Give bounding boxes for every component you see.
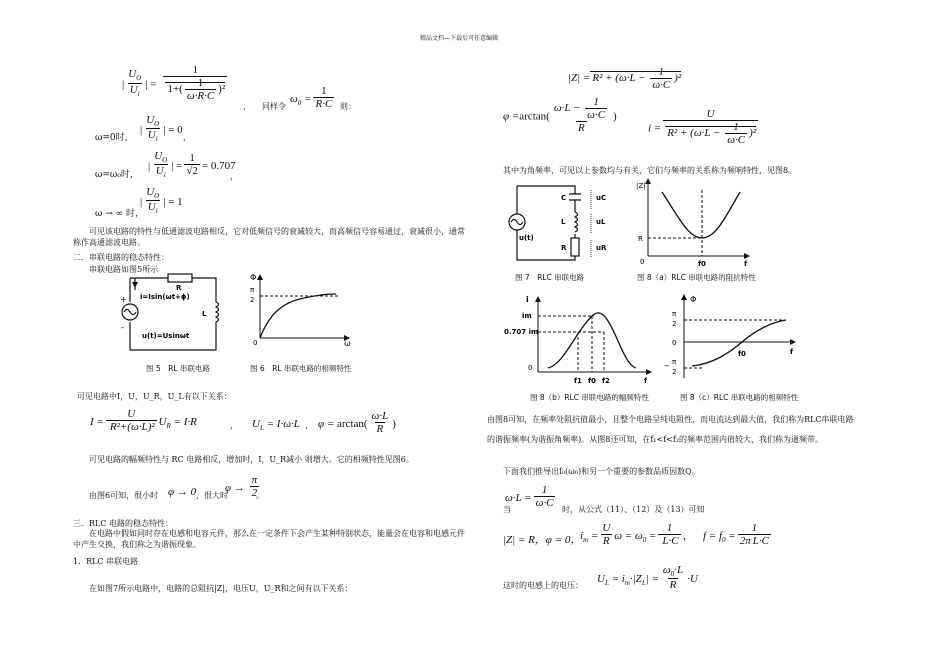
- phi-rl-formula: φ = arctan( $\frac{\omega\cdot L}{R}$ ): [318, 410, 396, 435]
- gain-comma: ，: [243, 102, 251, 111]
- rl-amplitude-paragraph: 可见电路的幅频特性与 RC 电路相反，增加时，I，U_R减小 则增大。它的相频特性见图6。: [89, 455, 414, 464]
- page-header: 精品文档---下载后可任意编辑: [420, 35, 499, 42]
- fig8a-f-label: f: [744, 260, 748, 268]
- current-formula: I = $\frac{U}{\text{R²+(ω·L)²}}$ $U_R = I\cdot R$: [90, 408, 197, 433]
- fig5-i-label: i=Isin(ωt+ϕ): [140, 293, 190, 301]
- fig8a-f0-label: f0: [698, 260, 706, 268]
- current-rlc-formula: i = U R² + (ω·L − $\frac{1}{\omega\cdot C}$ )²: [648, 108, 757, 146]
- fig8b-f-label: f: [644, 377, 648, 385]
- fig8b-f2-label: f2: [602, 377, 610, 385]
- case2-tail: ，: [230, 172, 238, 181]
- case1-tail: ，: [183, 133, 191, 142]
- case-omega0-value: | $\frac{U_O}{U_i}$ | = $\frac{1}{√2}$ = 0.707: [148, 150, 236, 180]
- fig6-two-label: 2: [250, 296, 255, 304]
- inductor-voltage-intro: 这时的电感上的电压：: [503, 581, 583, 590]
- fig8c-f0-label: f0: [738, 350, 746, 358]
- fig8b-im-label: im: [522, 312, 532, 320]
- case-infinite-value: | $\frac{U_O}{U_i}$ | = 1: [140, 186, 183, 216]
- ul-formula: $U_L = I\cdot\omega\cdot L$: [252, 418, 300, 433]
- section-2-heading: 二．串联电路的稳态特性：: [73, 253, 169, 262]
- inductor-voltage-formula: $U_L = i_m\cdot|Z_L|$ = $\frac{\omega_0\cdot L}{R}$ ·U: [597, 564, 698, 592]
- fig5-caption: 图 5 RL 串联电路: [146, 364, 210, 373]
- fig8a-caption: 图 8（a）RLC 串联电路的阻抗特性: [637, 273, 756, 282]
- resonance-f0: $f = f_0$ = $\frac{1}{\text{2π L·C}}$: [703, 522, 769, 547]
- fig6-omega-label: ω: [344, 339, 351, 348]
- fig7-uc-label: uC: [596, 194, 607, 202]
- fig8b-i-label: i: [526, 295, 529, 304]
- fig8c-zero-label: 0: [672, 339, 677, 347]
- relation-intro: 可见电路中I，U，U_R，U_L有以下关系：: [77, 392, 232, 401]
- fig5-l-label: L: [202, 310, 207, 318]
- fig5-r-label: R: [176, 284, 182, 292]
- rlc-series-heading: 1．RLC 串联电路: [73, 557, 139, 566]
- fig8b-zero-label: 0: [528, 364, 533, 372]
- fig6-phi-label: Φ: [250, 273, 257, 282]
- impedance-formula: |Z| = R² + (ω·L − $\frac{1}{\omega\cdot C}$ )²: [568, 66, 682, 91]
- fig8b-f1-label: f1: [574, 377, 582, 385]
- fig8c-pi-label: π: [672, 310, 677, 318]
- fig7-ur-label: uR: [596, 244, 607, 252]
- fig7-ul-label: uL: [596, 218, 606, 226]
- fig6-conclusion-c: ，很大时: [196, 491, 228, 500]
- fig6-rl-phase-plot: [244, 272, 356, 348]
- case-infinite: ω → ∞ 时，: [95, 209, 144, 219]
- fig7-u-label: u(t): [519, 234, 534, 242]
- case-omega-zero-value: | $\frac{U_O}{U_i}$ | = 0: [140, 114, 183, 144]
- phi-to-halfpi: φ → $\frac{\pi}{2}$: [225, 474, 258, 499]
- frequency-response-paragraph: 其中为角频率，可见以上参数均与有关，它们与频率的关系称为频响特性，见图8。: [503, 166, 797, 175]
- fig5-u-label: u(t)=Usinωt: [142, 332, 190, 340]
- fig8a-impedance-plot: [634, 176, 754, 268]
- fig8b-caption: 图 8（b）RLC 串联电路的幅频特性: [530, 393, 649, 402]
- fig6-conclusion-a: 由图6可知，很小时: [89, 491, 159, 500]
- phase-formula: φ =arctan( ω·L − $\frac{1}{\omega\cdot C}$ R ): [503, 96, 617, 134]
- comma-2: ，: [305, 421, 313, 430]
- case-omega-zero: ω=0时，: [95, 133, 134, 143]
- fig8a-z-label: |Z|: [636, 182, 646, 190]
- fig7-caption: 图 7 RLC 串联电路: [515, 273, 585, 282]
- derivation-intro: 下面我们推导出f₀(ω₀)和另一个重要的参数品质因数Q。: [503, 467, 700, 476]
- fig7-c-label: C: [561, 194, 567, 202]
- fig7-r-label: R: [561, 244, 567, 252]
- fig8c-f-label: f: [790, 348, 794, 356]
- resonance-paragraph: 在电路中假如同时存在电感和电容元件，那么在一定条件下会产生某种特别状态，能量会在电容和电感元件中产生交换，我们称之为谐振现象。: [73, 529, 465, 549]
- fig5-rl-circuit: [118, 272, 223, 356]
- condition-tail: 时，从公式（11）、（12）及（13）可知: [562, 505, 705, 514]
- resonance-frequency-paragraph: 由图8可知，在频率处阻抗值最小，且整个电路呈纯电阻性，而电流达到最大值，我们称为RLC串联电路的谐振频率(为谐振角频率)。从图8还可知，在f₁<f<f₂的频率范围内值较大，我们称为通频带。: [487, 415, 854, 444]
- rlc-relation-intro: 在如图7所示电路中，电路的总阻抗|Z|，电压U，U_R和之间有以下关系：: [89, 584, 353, 593]
- fig5-plus: +: [120, 295, 127, 304]
- resonance-condition: ω·L = $\frac{1}{\omega\cdot C}$: [505, 484, 554, 509]
- then-text: 则：: [340, 102, 356, 111]
- fig6-caption: 图 6 RL 串联电路的相频特性: [250, 364, 352, 373]
- resonance-z-phi: |Z| = R，φ = 0，: [503, 534, 582, 546]
- fig8c-neg-pi-label: π: [672, 358, 677, 366]
- fig8c-neg-sign: −: [664, 362, 670, 370]
- fig8b-f0-label: f0: [588, 377, 596, 385]
- fig7-rlc-circuit: [505, 178, 615, 266]
- section-2-sub: 串联电路如图5所示: [89, 265, 159, 274]
- comma-1: ，: [230, 421, 238, 430]
- fig7-l-label: L: [561, 218, 566, 226]
- fig5-minus: -: [121, 323, 124, 332]
- fig8c-caption: 图 8（c）RLC 串联电路的相频特性: [680, 393, 799, 402]
- omega0-formula: $\omega_0$ = $\frac{1}{R\cdot C}$: [290, 85, 333, 110]
- fig6-zero-label: 0: [253, 339, 258, 347]
- gain-formula: | $\frac{U_O}{U_i}$ | = 1 1+( $\frac{1}{\omega\cdot R\cdot C}$ )²: [122, 64, 226, 102]
- fig8c-phase-plot: [662, 292, 802, 384]
- case-omega0: ω=ω₀时，: [95, 170, 139, 180]
- fig8a-zero-label: 0: [640, 258, 645, 266]
- fig8c-two-label: 2: [672, 320, 677, 328]
- fig6-pi-label: π: [250, 286, 255, 294]
- section-3-heading: 三．RLC 电路的稳态特性：: [73, 519, 173, 528]
- fig8b-707-label: 0.707 im: [504, 328, 539, 336]
- fig8c-neg-two-label: 2: [672, 368, 677, 376]
- highpass-paragraph: 可见该电路的特性与低通滤波电路相反，它对低频信号的衰减较大，而高频信号容易通过，衰减很小，通常称作高通滤波电路。: [73, 227, 465, 247]
- fig8c-phi-label: Φ: [690, 295, 697, 304]
- fig8b-amplitude-plot: [504, 294, 654, 386]
- resonance-im-omega: $i_m$ = $\frac{U}{R}$ $\omega = \omega_0$ = $\frac{1}{L\cdot C}$ ，: [580, 522, 694, 547]
- fig6-conclusion-e: 。: [256, 491, 264, 500]
- fig8a-r-label: R: [638, 235, 643, 243]
- phi-to-zero: φ → 0: [168, 486, 197, 498]
- same-let-text: 同样令: [262, 102, 286, 111]
- when-text: 当: [503, 505, 511, 514]
